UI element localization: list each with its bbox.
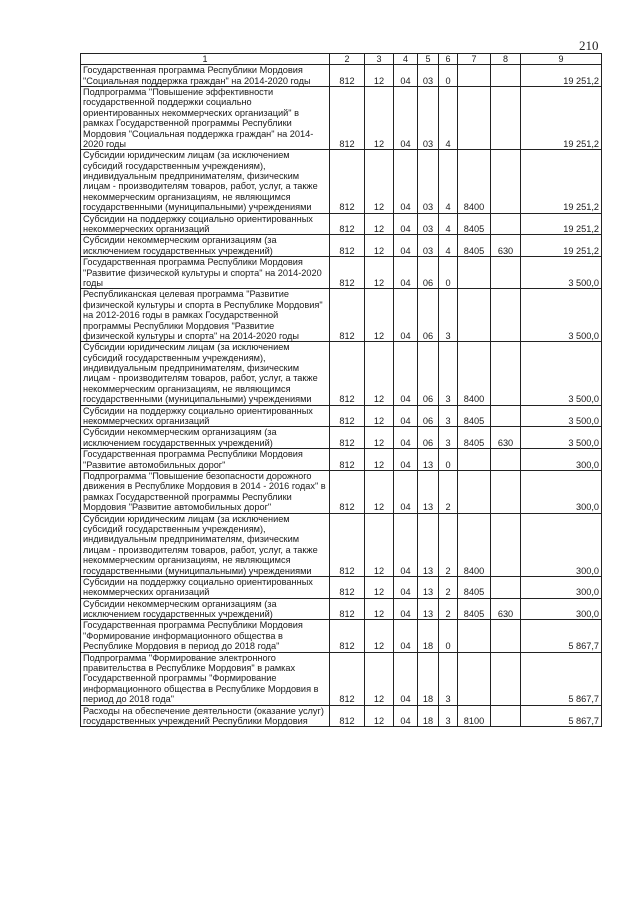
col-ministry-code: 812 [330,620,365,652]
col-subsection: 04 [394,598,418,620]
col-subsection: 04 [394,652,418,705]
col-program: 03 [418,150,439,213]
col-program: 13 [418,449,439,471]
col-expense-type [491,652,521,705]
col-amount: 3 500,0 [521,257,602,289]
col-program: 06 [418,405,439,427]
col-ministry-code: 812 [330,342,365,405]
col-subprogram: 0 [439,257,458,289]
col-program: 03 [418,213,439,235]
col-expense-code [458,65,491,87]
col-program: 13 [418,513,439,576]
table-row [81,405,602,427]
col-ministry-code: 812 [330,449,365,471]
col-expense-code: 8100 [458,705,491,727]
col-ministry-code: 812 [330,427,365,449]
col-subprogram: 4 [439,213,458,235]
col-ministry-code: 812 [330,513,365,576]
row-name: Подпрограмма "Формирование электронного правительства в Республике Мордовия" в рамках Государственной программы "Формирование информационного общества в Республике Мордовия в период до 2018 года" [81,652,330,705]
col-amount: 300,0 [521,598,602,620]
col-expense-code: 8400 [458,150,491,213]
table-header-row [81,54,602,65]
col-expense-code: 8405 [458,598,491,620]
col-amount: 19 251,2 [521,213,602,235]
col-subsection: 04 [394,471,418,514]
col-amount: 3 500,0 [521,427,602,449]
col-section: 12 [365,576,394,598]
col-subprogram: 4 [439,86,458,149]
row-name: Субсидии на поддержку социально ориентированных некоммерческих организаций [81,576,330,598]
col-ministry-code: 812 [330,289,365,342]
page-number: 210 [579,38,599,53]
row-name: Субсидии некоммерческим организациям (за исключением государственных учреждений) [81,598,330,620]
table-row [81,449,602,471]
col-expense-type [491,705,521,727]
table-row [81,342,602,405]
col-amount: 5 867,7 [521,705,602,727]
row-name: Субсидии некоммерческим организациям (за исключением государственных учреждений) [81,235,330,257]
row-name: Государственная программа Республики Мордовия "Формирование информационного общества в Республике Мордовия в период до 2018 года" [81,620,330,652]
col-expense-code: 8400 [458,513,491,576]
row-name: Государственная программа Республики Мордовия "Социальная поддержка граждан" на 2014-2020 годы [81,65,330,87]
col-amount: 300,0 [521,449,602,471]
table-row [81,598,602,620]
col-subsection: 04 [394,342,418,405]
table-row [81,235,602,257]
table-row [81,652,602,705]
header-cell: 7 [458,54,491,65]
header-cell: 2 [330,54,365,65]
col-amount: 3 500,0 [521,289,602,342]
table-row [81,471,602,514]
col-subsection: 04 [394,213,418,235]
col-ministry-code: 812 [330,213,365,235]
col-amount: 5 867,7 [521,620,602,652]
col-program: 06 [418,289,439,342]
col-section: 12 [365,471,394,514]
col-section: 12 [365,405,394,427]
header-cell: 8 [491,54,521,65]
col-subprogram: 2 [439,598,458,620]
col-amount: 19 251,2 [521,86,602,149]
col-section: 12 [365,620,394,652]
col-ministry-code: 812 [330,576,365,598]
col-program: 13 [418,598,439,620]
col-expense-type: 630 [491,598,521,620]
col-expense-code [458,86,491,149]
col-expense-code [458,289,491,342]
col-ministry-code: 812 [330,405,365,427]
col-expense-code [458,471,491,514]
header-cell: 3 [365,54,394,65]
col-subsection: 04 [394,65,418,87]
col-subprogram: 3 [439,289,458,342]
col-ministry-code: 812 [330,150,365,213]
col-expense-code [458,620,491,652]
col-program: 06 [418,427,439,449]
budget-table [80,53,602,727]
col-expense-type [491,213,521,235]
col-expense-type [491,65,521,87]
col-expense-type [491,471,521,514]
header-cell: 1 [81,54,330,65]
col-amount: 3 500,0 [521,405,602,427]
col-section: 12 [365,427,394,449]
col-subprogram: 3 [439,342,458,405]
col-amount: 300,0 [521,513,602,576]
row-name: Республиканская целевая программа "Развитие физической культуры и спорта в Республике Мордовия" на 2012-2016 годы в рамках Государственной программы Республики Мордовия "Развитие физической культуры и спорта" на 2014-2020 годы [81,289,330,342]
col-ministry-code: 812 [330,235,365,257]
col-section: 12 [365,257,394,289]
col-subsection: 04 [394,405,418,427]
table-row [81,289,602,342]
col-ministry-code: 812 [330,705,365,727]
col-section: 12 [365,86,394,149]
col-subprogram: 3 [439,652,458,705]
col-section: 12 [365,513,394,576]
col-program: 18 [418,620,439,652]
table-row [81,257,602,289]
col-program: 13 [418,576,439,598]
col-expense-code [458,652,491,705]
col-subprogram: 2 [439,471,458,514]
col-expense-code: 8405 [458,213,491,235]
table-row [81,513,602,576]
table-row [81,620,602,652]
col-subprogram: 3 [439,405,458,427]
col-section: 12 [365,213,394,235]
col-section: 12 [365,598,394,620]
col-ministry-code: 812 [330,598,365,620]
header-cell: 6 [439,54,458,65]
col-subprogram: 3 [439,705,458,727]
col-section: 12 [365,705,394,727]
col-program: 06 [418,342,439,405]
table-row [81,65,602,87]
col-program: 18 [418,705,439,727]
col-expense-type [491,257,521,289]
col-subprogram: 2 [439,513,458,576]
col-expense-type: 630 [491,427,521,449]
col-subprogram: 4 [439,235,458,257]
col-ministry-code: 812 [330,471,365,514]
col-expense-code: 8405 [458,576,491,598]
col-expense-code: 8405 [458,427,491,449]
col-program: 06 [418,257,439,289]
row-name: Государственная программа Республики Мордовия "Развитие автомобильных дорог" [81,449,330,471]
col-amount: 19 251,2 [521,65,602,87]
col-expense-type [491,405,521,427]
row-name: Субсидии на поддержку социально ориентированных некоммерческих организаций [81,405,330,427]
row-name: Подпрограмма "Повышение безопасности дорожного движения в Республике Мордовия в 2014 - 2016 годах" в рамках Государственной программы Республики Мордовия "Развитие автомобильных дорог" [81,471,330,514]
col-expense-type [491,513,521,576]
col-amount: 19 251,2 [521,150,602,213]
col-expense-type [491,342,521,405]
col-amount: 19 251,2 [521,235,602,257]
col-section: 12 [365,65,394,87]
col-ministry-code: 812 [330,257,365,289]
col-expense-code: 8400 [458,342,491,405]
table-row [81,705,602,727]
col-expense-type [491,289,521,342]
row-name: Субсидии юридическим лицам (за исключением субсидий государственным учреждениям), индивидуальным предпринимателям, физическим лицам - производителям товаров, работ, услуг, а также некоммерческим организациям, не являющимся государственными (муниципальными) учреждениями [81,342,330,405]
col-section: 12 [365,235,394,257]
col-subsection: 04 [394,513,418,576]
col-section: 12 [365,449,394,471]
col-expense-type [491,620,521,652]
col-subsection: 04 [394,576,418,598]
col-subsection: 04 [394,150,418,213]
row-name: Подпрограмма "Повышение эффективности государственной поддержки социально ориентированных некоммерческих организаций" в рамках Государственной программы Республики Мордовия "Социальная поддержка граждан" на 2014-2020 годы [81,86,330,149]
col-program: 13 [418,471,439,514]
col-amount: 5 867,7 [521,652,602,705]
row-name: Субсидии юридическим лицам (за исключением субсидий государственным учреждениям), индивидуальным предпринимателям, физическим лицам - производителям товаров, работ, услуг, а также некоммерческим организациям, не являющимся государственными (муниципальными) учреждениями [81,513,330,576]
col-ministry-code: 812 [330,86,365,149]
col-expense-code: 8405 [458,405,491,427]
table-row [81,427,602,449]
col-expense-type [491,86,521,149]
col-subsection: 04 [394,257,418,289]
col-subsection: 04 [394,289,418,342]
col-program: 03 [418,65,439,87]
col-subsection: 04 [394,449,418,471]
col-subsection: 04 [394,427,418,449]
row-name: Расходы на обеспечение деятельности (оказание услуг) государственных учреждений Республики Мордовия [81,705,330,727]
col-amount: 300,0 [521,471,602,514]
col-amount: 3 500,0 [521,342,602,405]
col-ministry-code: 812 [330,652,365,705]
col-expense-type [491,576,521,598]
row-name: Субсидии юридическим лицам (за исключением субсидий государственным учреждениям), индивидуальным предпринимателям, физическим лицам - производителям товаров, работ, услуг, а также некоммерческим организациям, не являющимся государственными (муниципальными) учреждениями [81,150,330,213]
col-section: 12 [365,150,394,213]
col-subprogram: 0 [439,620,458,652]
col-section: 12 [365,652,394,705]
header-cell: 5 [418,54,439,65]
col-section: 12 [365,289,394,342]
col-subsection: 04 [394,86,418,149]
col-expense-code [458,257,491,289]
col-subprogram: 4 [439,150,458,213]
col-subprogram: 0 [439,449,458,471]
table-row [81,86,602,149]
col-expense-type [491,150,521,213]
col-subprogram: 2 [439,576,458,598]
col-expense-type: 630 [491,235,521,257]
col-section: 12 [365,342,394,405]
col-subsection: 04 [394,705,418,727]
header-cell: 9 [521,54,602,65]
col-program: 18 [418,652,439,705]
header-cell: 4 [394,54,418,65]
col-ministry-code: 812 [330,65,365,87]
col-expense-code: 8405 [458,235,491,257]
table-row [81,576,602,598]
table-row [81,150,602,213]
col-program: 03 [418,235,439,257]
row-name: Государственная программа Республики Мордовия "Развитие физической культуры и спорта" на 2014-2020 годы [81,257,330,289]
table-row [81,213,602,235]
col-subprogram: 0 [439,65,458,87]
col-subprogram: 3 [439,427,458,449]
col-amount: 300,0 [521,576,602,598]
row-name: Субсидии некоммерческим организациям (за исключением государственных учреждений) [81,427,330,449]
col-expense-code [458,449,491,471]
col-subsection: 04 [394,235,418,257]
row-name: Субсидии на поддержку социально ориентированных некоммерческих организаций [81,213,330,235]
col-program: 03 [418,86,439,149]
col-subsection: 04 [394,620,418,652]
col-expense-type [491,449,521,471]
table-body [81,65,602,727]
